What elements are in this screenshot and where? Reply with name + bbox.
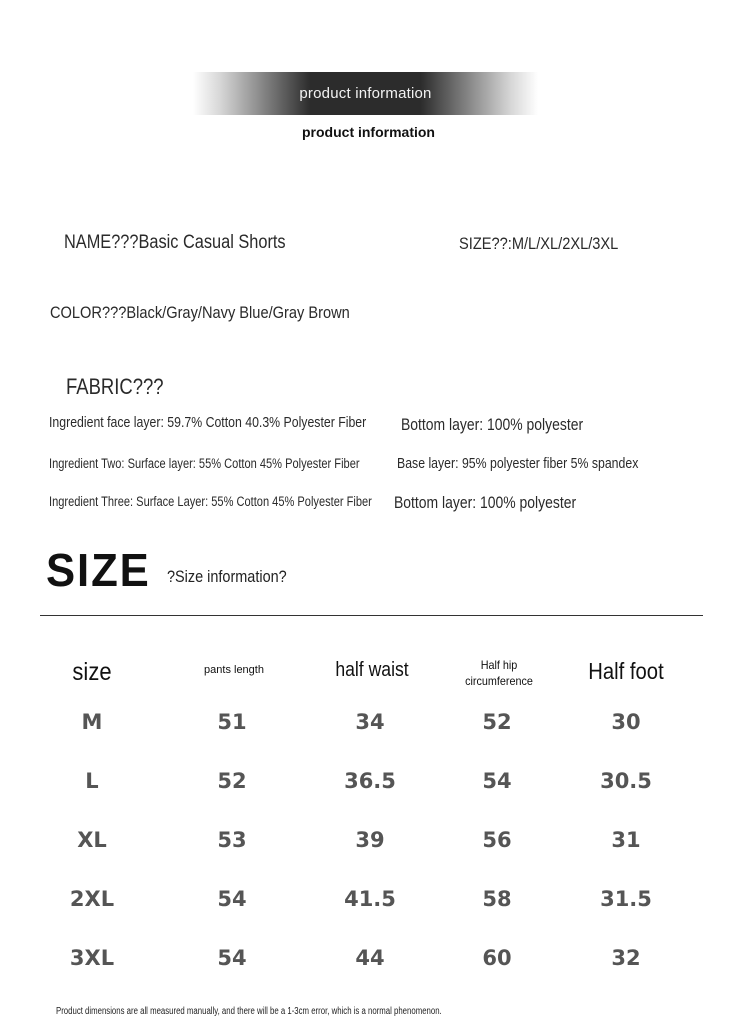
ingredient-1-surface: Ingredient face layer: 59.7% Cotton 40.3% Polyester Fiber xyxy=(49,414,367,431)
half-hip-value: 52 xyxy=(482,710,512,734)
ingredient-2-surface: Ingredient Two: Surface layer: 55% Cotton 45% Polyester Fiber xyxy=(49,456,360,471)
half-hip-value: 58 xyxy=(482,887,512,911)
half-foot-value: 30.5 xyxy=(600,769,652,793)
half-waist-value: 44 xyxy=(355,946,385,970)
size-value: L xyxy=(85,769,99,793)
fabric-heading: FABRIC??? xyxy=(66,374,164,399)
header-half-waist: half waist xyxy=(335,659,409,681)
banner-title: product information xyxy=(299,85,432,102)
divider xyxy=(40,615,703,616)
product-info-banner xyxy=(193,72,538,115)
size-value: XL xyxy=(77,828,107,852)
footnote: Product dimensions are all measured manually, and there will be a 1-3cm error, which is a normal phenomenon. xyxy=(56,1006,442,1017)
header-pants-length: pants length xyxy=(204,664,264,676)
half-hip-value: 60 xyxy=(482,946,512,970)
product-name: NAME???Basic Casual Shorts xyxy=(64,232,286,253)
size-value: 3XL xyxy=(69,946,115,970)
half-waist-value: 34 xyxy=(355,710,385,734)
half-hip-value: 56 xyxy=(482,828,512,852)
product-colors: COLOR???Black/Gray/Navy Blue/Gray Brown xyxy=(50,303,350,322)
ingredient-3-surface: Ingredient Three: Surface Layer: 55% Cotton 45% Polyester Fiber xyxy=(49,494,372,509)
product-sizes: SIZE??:M/L/XL/2XL/3XL xyxy=(459,234,619,253)
half-foot-value: 31 xyxy=(611,828,641,852)
half-waist-value: 41.5 xyxy=(344,887,396,911)
ingredient-2-bottom: Base layer: 95% polyester fiber 5% spandex xyxy=(397,455,639,472)
header-half-hip: Half hip circumference xyxy=(465,658,533,688)
half-foot-value: 30 xyxy=(611,710,641,734)
half-foot-value: 31.5 xyxy=(600,887,652,911)
half-waist-value: 39 xyxy=(355,828,385,852)
header-size: size xyxy=(72,658,112,686)
ingredient-1-bottom: Bottom layer: 100% polyester xyxy=(401,415,584,434)
size-value: 2XL xyxy=(69,887,115,911)
pants-length-value: 53 xyxy=(217,828,247,852)
header-half-foot: Half foot xyxy=(588,658,664,684)
section-subheading: product information xyxy=(302,124,435,140)
pants-length-value: 51 xyxy=(217,710,247,734)
ingredient-3-bottom: Bottom layer: 100% polyester xyxy=(394,493,577,512)
half-foot-value: 32 xyxy=(611,946,641,970)
half-hip-value: 54 xyxy=(482,769,512,793)
pants-length-value: 54 xyxy=(217,946,247,970)
half-waist-value: 36.5 xyxy=(344,769,396,793)
size-subtitle: ?Size information? xyxy=(167,567,287,586)
size-title: SIZE xyxy=(46,544,151,596)
size-value: M xyxy=(81,710,103,734)
pants-length-value: 52 xyxy=(217,769,247,793)
pants-length-value: 54 xyxy=(217,887,247,911)
